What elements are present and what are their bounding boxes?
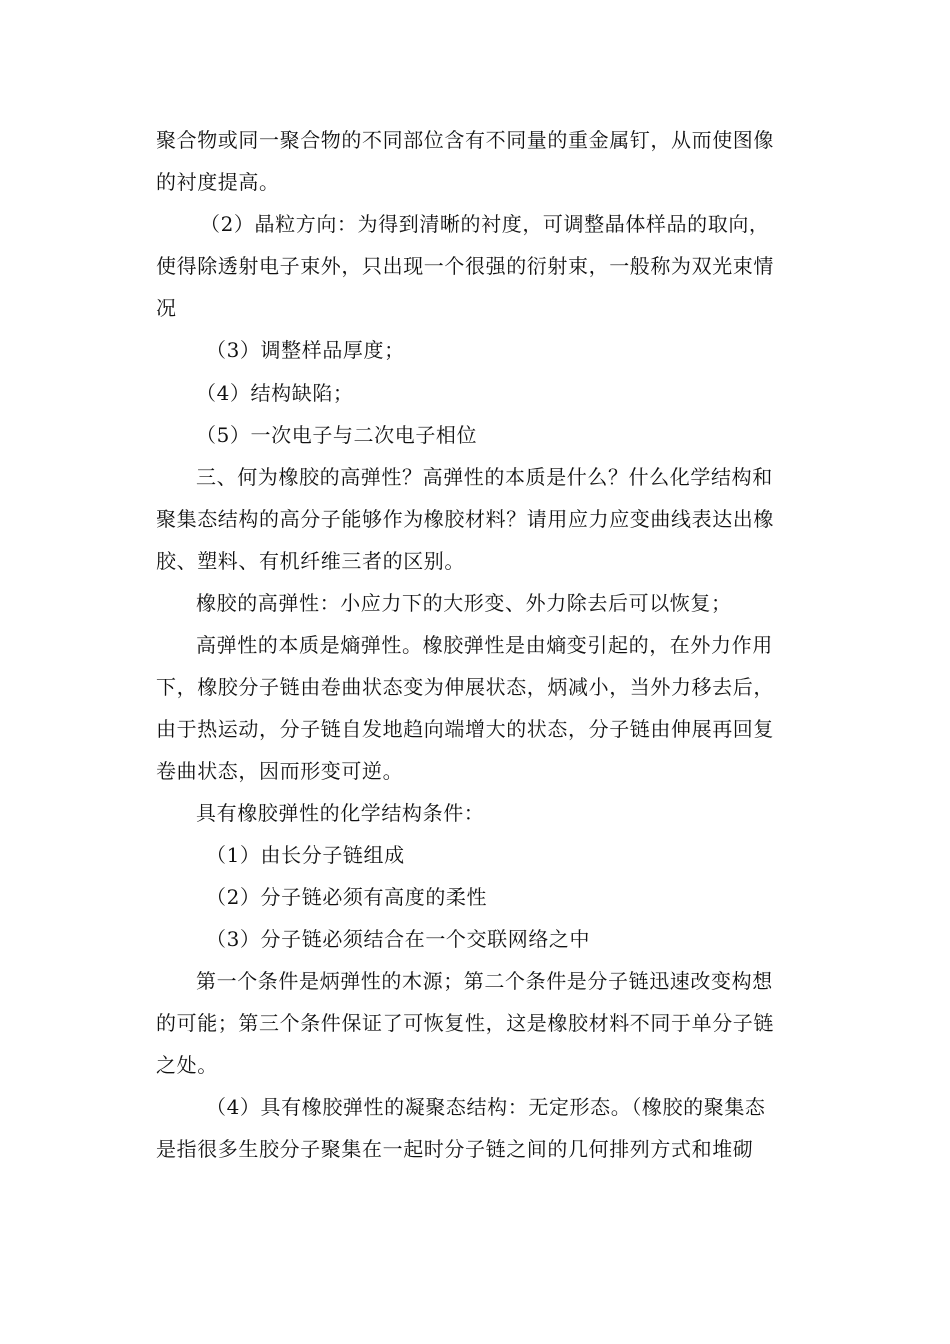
text-line: 第一个条件是炳弹性的木源；第二个条件是分子链迅速改变构想 xyxy=(196,969,773,993)
text-line: 胶、塑料、有机纤维三者的区别。 xyxy=(156,549,465,573)
text-line: （4）结构缺陷； xyxy=(196,381,354,405)
text-line: 由于热运动，分子链自发地趋向端增大的状态，分子链由伸展再回复 xyxy=(156,717,774,741)
text-line: （3）分子链必须结合在一个交联网络之中 xyxy=(206,927,591,951)
text-line: 之处。 xyxy=(156,1053,218,1077)
text-line: （4）具有橡胶弹性的凝聚态结构：无定形态。（橡胶的聚集态 xyxy=(206,1095,766,1119)
text-line: 聚合物或同一聚合物的不同部位含有不同量的重金属钉，从而使图像 xyxy=(156,128,774,152)
text-line: 橡胶的高弹性：小应力下的大形变、外力除去后可以恢复； xyxy=(196,591,732,615)
text-line: 使得除透射电子束外，只出现一个很强的衍射束，一般称为双光束情 xyxy=(156,254,774,278)
text-line: 聚集态结构的高分子能够作为橡胶材料？请用应力应变曲线表达出橡 xyxy=(156,507,774,531)
text-line: （2）晶粒方向：为得到清晰的衬度，可调整晶体样品的取向， xyxy=(200,212,770,236)
text-line: 卷曲状态，因而形变可逆。 xyxy=(156,759,404,783)
text-line: （3）调整样品厚度； xyxy=(206,338,405,362)
text-line: 高弹性的本质是熵弹性。橡胶弹性是由熵变引起的，在外力作用 xyxy=(196,633,773,657)
text-line: （2）分子链必须有高度的柔性 xyxy=(206,885,488,909)
text-line: 的衬度提高。 xyxy=(156,170,280,194)
text-line: 三、何为橡胶的高弹性？高弹性的本质是什么？什么化学结构和 xyxy=(196,465,773,489)
text-line: 下，橡胶分子链由卷曲状态变为伸展状态，炳减小，当外力移去后， xyxy=(156,675,774,699)
text-line: （1）由长分子链组成 xyxy=(206,843,405,867)
text-line: 况 xyxy=(156,296,177,320)
text-line: 是指很多生胶分子聚集在一起时分子链之间的几何排列方式和堆砌 xyxy=(156,1137,754,1161)
text-line: 具有橡胶弹性的化学结构条件： xyxy=(196,801,485,825)
text-line: 的可能；第三个条件保证了可恢复性，这是橡胶材料不同于单分子链 xyxy=(156,1011,774,1035)
text-line: （5）一次电子与二次电子相位 xyxy=(196,423,478,447)
